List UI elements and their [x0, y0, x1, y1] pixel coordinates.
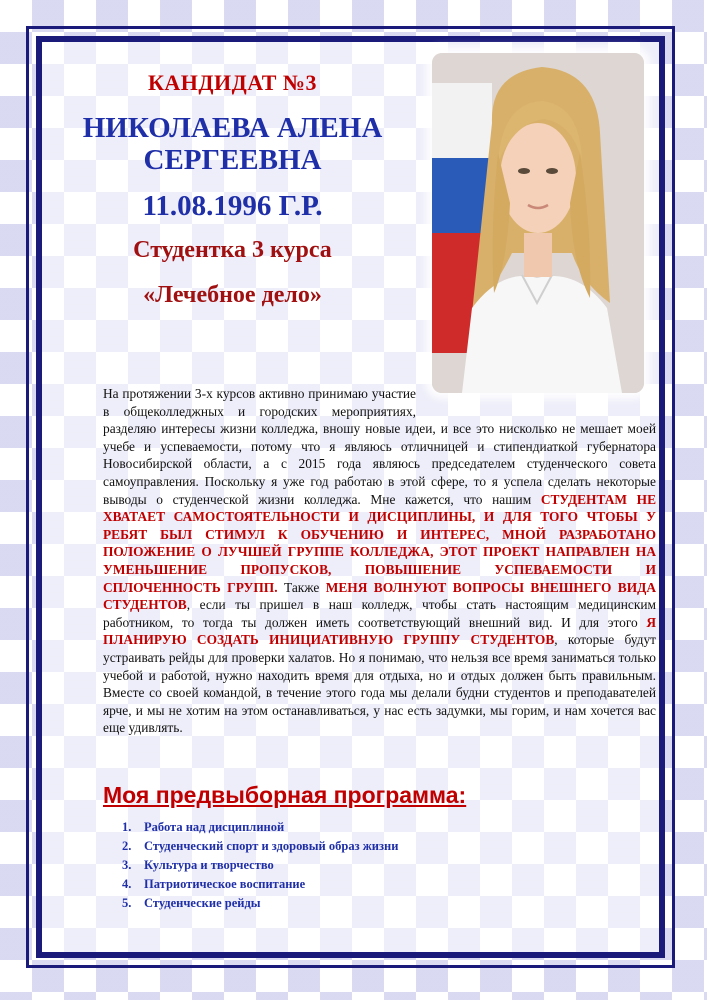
bio-part-4: , которые будут устраивать рейды для проверки халатов. Но я понимаю, что нельзя все время заниматься только учебой и работой, нужно находить время для отдыха, но и отдых должен быть правильным. Вместе со своей командой, в течение этого года мы делали будни студентов и преподавателей ярче, и мы не хотим на этом останавливаться, у нас есть задумки, мы горим, и нам хочется вас еще удивлять.: [103, 632, 656, 736]
program-item-number: 5.: [122, 896, 132, 910]
program-title: Моя предвыборная программа:: [103, 782, 467, 808]
program-item-text: Работа над дисциплиной: [144, 820, 285, 834]
candidate-surname-name: НИКОЛАЕВА АЛЕНА: [82, 112, 383, 144]
student-status: Студентка 3 курса: [133, 237, 332, 263]
program-item: [122, 875, 398, 894]
program-item-text: Патриотическое воспитание: [144, 877, 306, 891]
program-item-number: 1.: [122, 820, 132, 834]
program-item-number: 2.: [122, 839, 132, 853]
candidate-number: КАНДИДАТ №3: [147, 70, 318, 95]
bio-part-3: , если ты пришел в наш колледж, чтобы стать настоящим медицинским работником, то тогда ты должен иметь соответствующий внешний вид. И для этого: [103, 597, 656, 630]
program-item-number: 4.: [122, 877, 132, 891]
candidate-name: [60, 112, 405, 176]
bio-part-2: Также: [277, 579, 326, 595]
candidate-header: [60, 60, 405, 309]
speciality: «Лечебное дело»: [143, 282, 322, 308]
candidate-patronymic: СЕРГЕЕВНА: [143, 144, 322, 176]
birth-date: 11.08.1996 Г.Р.: [142, 190, 323, 222]
program-item-text: Студенческие рейды: [144, 896, 261, 910]
program-list: [122, 818, 398, 913]
program-item: [122, 894, 398, 913]
biography-text: [103, 385, 656, 737]
bio-highlight-3: Я ПЛАНИРУЮ СОЗДАТЬ ИНИЦИАТИВНУЮ ГРУППУ СТУДЕНТОВ: [103, 614, 656, 648]
bio-highlight-1: СТУДЕНТАМ НЕ ХВАТАЕТ САМОСТОЯТЕЛЬНОСТИ И ДИСЦИПЛИНЫ, И ДЛЯ ТОГО ЧТОБЫ У РЕБЯТ БЫЛ СТИМУЛ К ОБУЧЕНИЮ И ИНТЕРЕС, МНОЙ РАЗРАБОТАНО ПОЛОЖЕНИЕ О ЛУЧШЕЙ ГРУППЕ КОЛЛЕДЖА, ЭТОТ ПРОЕКТ НАПРАВЛЕН НА УМЕНЬШЕНИЕ ПРОПУСКОВ, ПОВЫШЕНИЕ УСПЕВАЕМОСТИ И СПЛОЧЕННОСТЬ ГРУПП.: [103, 491, 657, 595]
program-item: [122, 856, 398, 875]
program-item: [122, 818, 398, 837]
bio-highlight-2: МЕНЯ ВОЛНУЮТ ВОПРОСЫ ВНЕШНЕГО ВИДА СТУДЕНТОВ: [103, 579, 656, 613]
program-item-text: Студенческий спорт и здоровый образ жизни: [144, 839, 399, 853]
program-item: [122, 837, 398, 856]
program-item-text: Культура и творчество: [144, 858, 274, 872]
program-item-number: 3.: [122, 858, 132, 872]
candidate-photo: [432, 53, 644, 393]
photo-wrap-spacer: [416, 385, 656, 417]
bio-part-1: На протяжении 3-х курсов активно принимаю участие в общеколледжных и городских мероприятиях, разделяю интересы жизни колледжа, вношу новые идеи, и все это нисколько не мешает моей учебе и успеваемости, потому что я являюсь отличницей и стипендиаткой губернатора Новосибирской области, а с 2015 года являюсь председателем студенческого совета самоуправления. Поскольку я уже год работаю в этой сфере, то я успела сделать некоторые выводы о студенческой жизни колледжа. Мне кажется, что нашим: [103, 386, 656, 507]
